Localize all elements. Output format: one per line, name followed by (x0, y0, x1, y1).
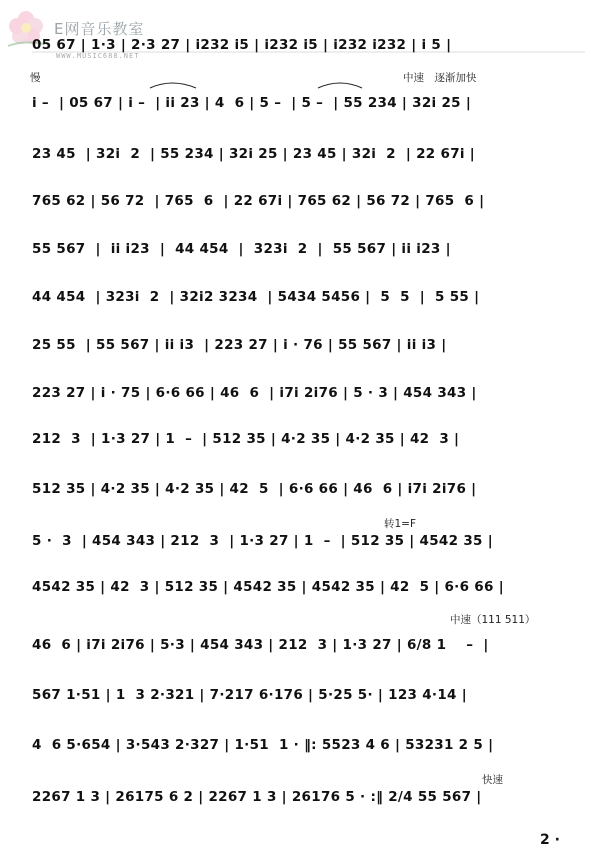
key-change-label: 转1=F (384, 518, 417, 530)
score-line-2: i – | 05 67 | i – | ii 23 | 4 6 | 5 – | 5 – | 55 234 | 32i 25 | (32, 95, 472, 111)
score-line-7: 25 55 | 55 567 | ii i3 | 223 27 | i · 76 | 55 567 | ii i3 | (32, 337, 447, 353)
slur-mark (318, 83, 362, 88)
score-line-8: 223 27 | i · 75 | 6·6 66 | 46 6 | i7i 2i76 | 5 · 3 | 454 343 | (32, 385, 477, 401)
score-line-11: 5 · 3 | 454 343 | 212 3 | 1·3 27 | 1 – | 512 35 | 4542 35 | (32, 533, 493, 549)
tempo-medium-accel-label: 中速 逐渐加快 (403, 72, 477, 84)
page-number: 2 · (540, 832, 560, 848)
slur-mark (150, 83, 196, 88)
tempo-fast-label: 快速 (482, 774, 503, 786)
site-brand-name: E网音乐教室 (54, 20, 145, 38)
score-line-10: 512 35 | 4·2 35 | 4·2 35 | 42 5 | 6·6 66 | 46 6 | i7i 2i76 | (32, 481, 477, 497)
score-line-16: 2267 1 3 | 26175 6 2 | 2267 1 3 | 26176 5 · :‖ 2/4 55 567 | (32, 789, 482, 805)
score-line-15: 4 6 5·654 | 3·543 2·327 | 1·51 1 · ‖: 5523 4 6 | 53231 2 5 | (32, 737, 494, 753)
score-line-3: 23 45 | 32i 2 | 55 234 | 32i 25 | 23 45 | 32i 2 | 22 67i | (32, 146, 476, 162)
score-line-4: 765 62 | 56 72 | 765 6 | 22 67i | 765 62 | 56 72 | 765 6 | (32, 193, 485, 209)
score-line-5: 55 567 | ii i23 | 44 454 | 323i 2 | 55 567 | ii i23 | (32, 241, 451, 257)
tempo-medium-2-label: 中速（111 511） (450, 614, 536, 626)
score-line-6: 44 454 | 323i 2 | 32i2 3234 | 5434 5456 | 5 5 | 5 55 | (32, 289, 480, 305)
score-line-1: 05 67 | 1·3 | 2·3 27 | i232 i5 | i232 i5 | i232 i232 | i 5 | (32, 37, 452, 53)
site-url: WWW.MUSIC688.NET (56, 52, 140, 60)
score-line-12: 4542 35 | 42 3 | 512 35 | 4542 35 | 4542 35 | 42 5 | 6·6 66 | (32, 579, 504, 595)
score-line-14: 567 1·51 | 1 3 2·321 | 7·217 6·176 | 5·25 5· | 123 4·14 | (32, 687, 467, 703)
score-line-13: 46 6 | i7i 2i76 | 5·3 | 454 343 | 212 3 | 1·3 27 | 6/8 1 – | (32, 637, 489, 653)
tempo-slow-label: 慢 (30, 72, 41, 84)
score-line-9: 212 3 | 1·3 27 | 1 – | 512 35 | 4·2 35 | 4·2 35 | 42 3 | (32, 431, 460, 447)
